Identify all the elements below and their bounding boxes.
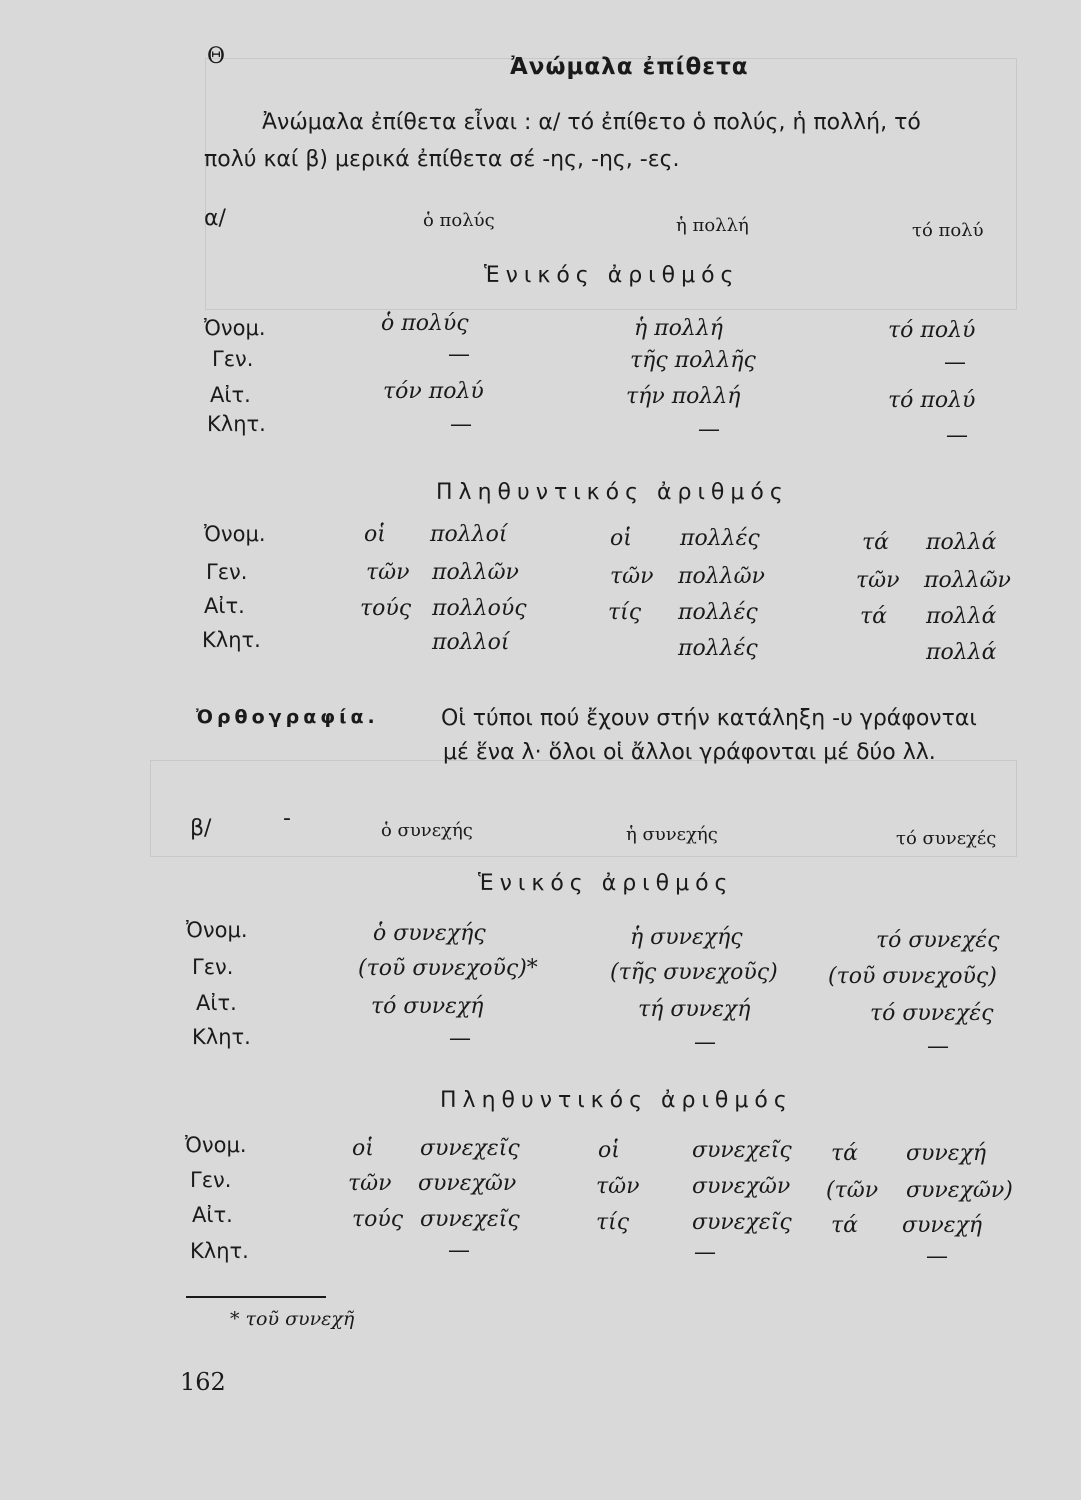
- form-fem: —: [694, 1240, 716, 1265]
- case-label: Γεν.: [190, 1168, 232, 1192]
- case-label: Κλητ.: [202, 628, 261, 652]
- form-masc: —: [450, 412, 472, 437]
- case-label: Γεν.: [212, 347, 254, 371]
- intro-line-1: Ἀνώμαλα ἐπίθετα εἶναι : α/ τό ἐπίθετο ὁ πολύς, ἡ πολλή, τό: [262, 110, 921, 135]
- article-neut: τά: [862, 530, 890, 555]
- section-mark: Θ: [207, 44, 226, 69]
- form-fem: τῆς πολλῆς: [630, 348, 756, 373]
- form-masc: πολλοί: [432, 630, 510, 655]
- form-fem: ἡ συνεχής: [630, 925, 743, 950]
- case-label: Κλητ.: [190, 1239, 249, 1263]
- article-masc: οἱ: [364, 522, 386, 547]
- article-neut: τῶν: [856, 568, 900, 593]
- form-masc: πολλούς: [432, 596, 527, 621]
- case-label: Γεν.: [192, 955, 234, 979]
- form-neut: —: [946, 423, 968, 448]
- form-masc: —: [448, 342, 470, 367]
- form-masc: ὁ πολύς: [381, 311, 469, 336]
- article-neut: τά: [860, 604, 888, 629]
- part-a-head-masc: ὁ πολύς: [423, 210, 495, 231]
- case-label: Ὀνομ.: [204, 522, 266, 546]
- form-neut: —: [944, 350, 966, 375]
- form-masc: συνεχεῖς: [420, 1136, 520, 1161]
- footnote-rule: [186, 1296, 326, 1298]
- article-masc: τούς: [352, 1207, 404, 1232]
- case-label: Αἰτ.: [196, 991, 237, 1015]
- article-fem: οἱ: [610, 526, 632, 551]
- article-masc: τῶν: [348, 1171, 392, 1196]
- form-neut: τό πολύ: [888, 388, 976, 413]
- article-masc: οἱ: [352, 1136, 374, 1161]
- form-neut: συνεχή: [902, 1213, 983, 1238]
- form-masc: συνεχεῖς: [420, 1207, 520, 1232]
- case-label: Κλητ.: [192, 1025, 251, 1049]
- article-fem: τῶν: [610, 564, 654, 589]
- form-masc: —: [449, 1026, 471, 1051]
- orthography-line-2: μέ ἕνα λ· ὅλοι οἱ ἄλλοι γράφονται μέ δύο λλ.: [443, 740, 936, 765]
- form-fem: —: [694, 1030, 716, 1055]
- form-masc: πολλοί: [430, 522, 508, 547]
- form-masc: συνεχῶν: [418, 1171, 517, 1196]
- form-fem: συνεχεῖς: [692, 1210, 792, 1235]
- form-fem: τήν πολλή: [626, 384, 741, 409]
- article-fem: οἱ: [598, 1138, 620, 1163]
- form-neut: τό συνεχές: [876, 928, 1000, 953]
- article-masc: τούς: [360, 596, 412, 621]
- case-label: Ὀνομ.: [204, 316, 266, 340]
- part-b-head-masc: ὁ συνεχής: [381, 820, 473, 841]
- form-masc: —: [448, 1238, 470, 1263]
- page-number: 162: [180, 1368, 226, 1396]
- form-masc: πολλῶν: [432, 560, 519, 585]
- form-fem: πολλῶν: [678, 564, 765, 589]
- part-a-label: α/: [204, 206, 226, 231]
- part-b-head-neut: τό συνεχές: [896, 828, 997, 849]
- page-title: Ἀνώμαλα ἐπίθετα: [510, 54, 749, 80]
- article-neut: τά: [831, 1213, 859, 1238]
- form-masc: (τοῦ συνεχοῦς)*: [358, 956, 538, 981]
- form-neut: πολλά: [926, 604, 997, 629]
- article-neut: (τῶν: [826, 1178, 879, 1203]
- case-label: Ὀνομ.: [186, 918, 248, 942]
- article-fem: τίς: [596, 1210, 630, 1235]
- article-neut: τά: [831, 1141, 859, 1166]
- part-a-singular-title: Ἑνικός ἀριθμός: [484, 263, 740, 288]
- part-b-dash: -: [283, 806, 291, 831]
- article-fem: τῶν: [596, 1174, 640, 1199]
- form-neut: πολλά: [926, 640, 997, 665]
- case-label: Κλητ.: [207, 412, 266, 436]
- case-label: Γεν.: [206, 560, 248, 584]
- orthography-label: Ὀρθογραφία.: [196, 706, 379, 728]
- form-fem: —: [698, 417, 720, 442]
- part-a-head-fem: ἡ πολλή: [676, 215, 749, 236]
- intro-line-2: πολύ καί β) μερικά ἐπίθετα σέ -ης, -ης, -ες.: [204, 147, 680, 172]
- form-neut: τό συνεχές: [870, 1001, 994, 1026]
- form-fem: τή συνεχή: [638, 997, 751, 1022]
- form-neut: —: [926, 1244, 948, 1269]
- part-b-head-fem: ἡ συνεχής: [626, 824, 718, 845]
- form-masc: τό συνεχή: [371, 994, 484, 1019]
- case-label: Αἰτ.: [210, 383, 251, 407]
- form-neut: συνεχῶν): [906, 1178, 1013, 1203]
- form-neut: (τοῦ συνεχοῦς): [828, 964, 997, 989]
- form-fem: συνεχεῖς: [692, 1138, 792, 1163]
- part-b-singular-title: Ἑνικός ἀριθμός: [478, 871, 734, 896]
- form-masc: ὁ συνεχής: [373, 921, 486, 946]
- form-fem: πολλές: [680, 526, 760, 551]
- form-fem: πολλές: [678, 600, 758, 625]
- form-neut: πολλῶν: [924, 568, 1011, 593]
- bleed-through-frame: [150, 760, 1017, 857]
- form-neut: πολλά: [926, 530, 997, 555]
- case-label: Αἰτ.: [204, 594, 245, 618]
- part-b-label: β/: [190, 816, 212, 841]
- part-a-plural-title: Πληθυντικός ἀριθμός: [436, 480, 789, 505]
- form-neut: τό πολύ: [888, 318, 976, 343]
- article-masc: τῶν: [366, 560, 410, 585]
- case-label: Ὀνομ.: [185, 1133, 247, 1157]
- part-b-plural-title: Πληθυντικός ἀριθμός: [440, 1088, 793, 1113]
- form-fem: (τῆς συνεχοῦς): [610, 960, 778, 985]
- form-masc: τόν πολύ: [383, 379, 484, 404]
- form-neut: —: [927, 1034, 949, 1059]
- form-neut: συνεχή: [906, 1141, 987, 1166]
- footnote: * τοῦ συνεχῆ: [230, 1308, 355, 1330]
- form-fem: πολλές: [678, 636, 758, 661]
- form-fem: συνεχῶν: [692, 1174, 791, 1199]
- form-fem: ἡ πολλή: [634, 316, 723, 341]
- orthography-line-1: Οἱ τύποι πού ἔχουν στήν κατάληξη -υ γράφονται: [441, 706, 977, 731]
- case-label: Αἰτ.: [192, 1203, 233, 1227]
- article-fem: τίς: [608, 600, 642, 625]
- part-a-head-neut: τό πολύ: [912, 220, 984, 241]
